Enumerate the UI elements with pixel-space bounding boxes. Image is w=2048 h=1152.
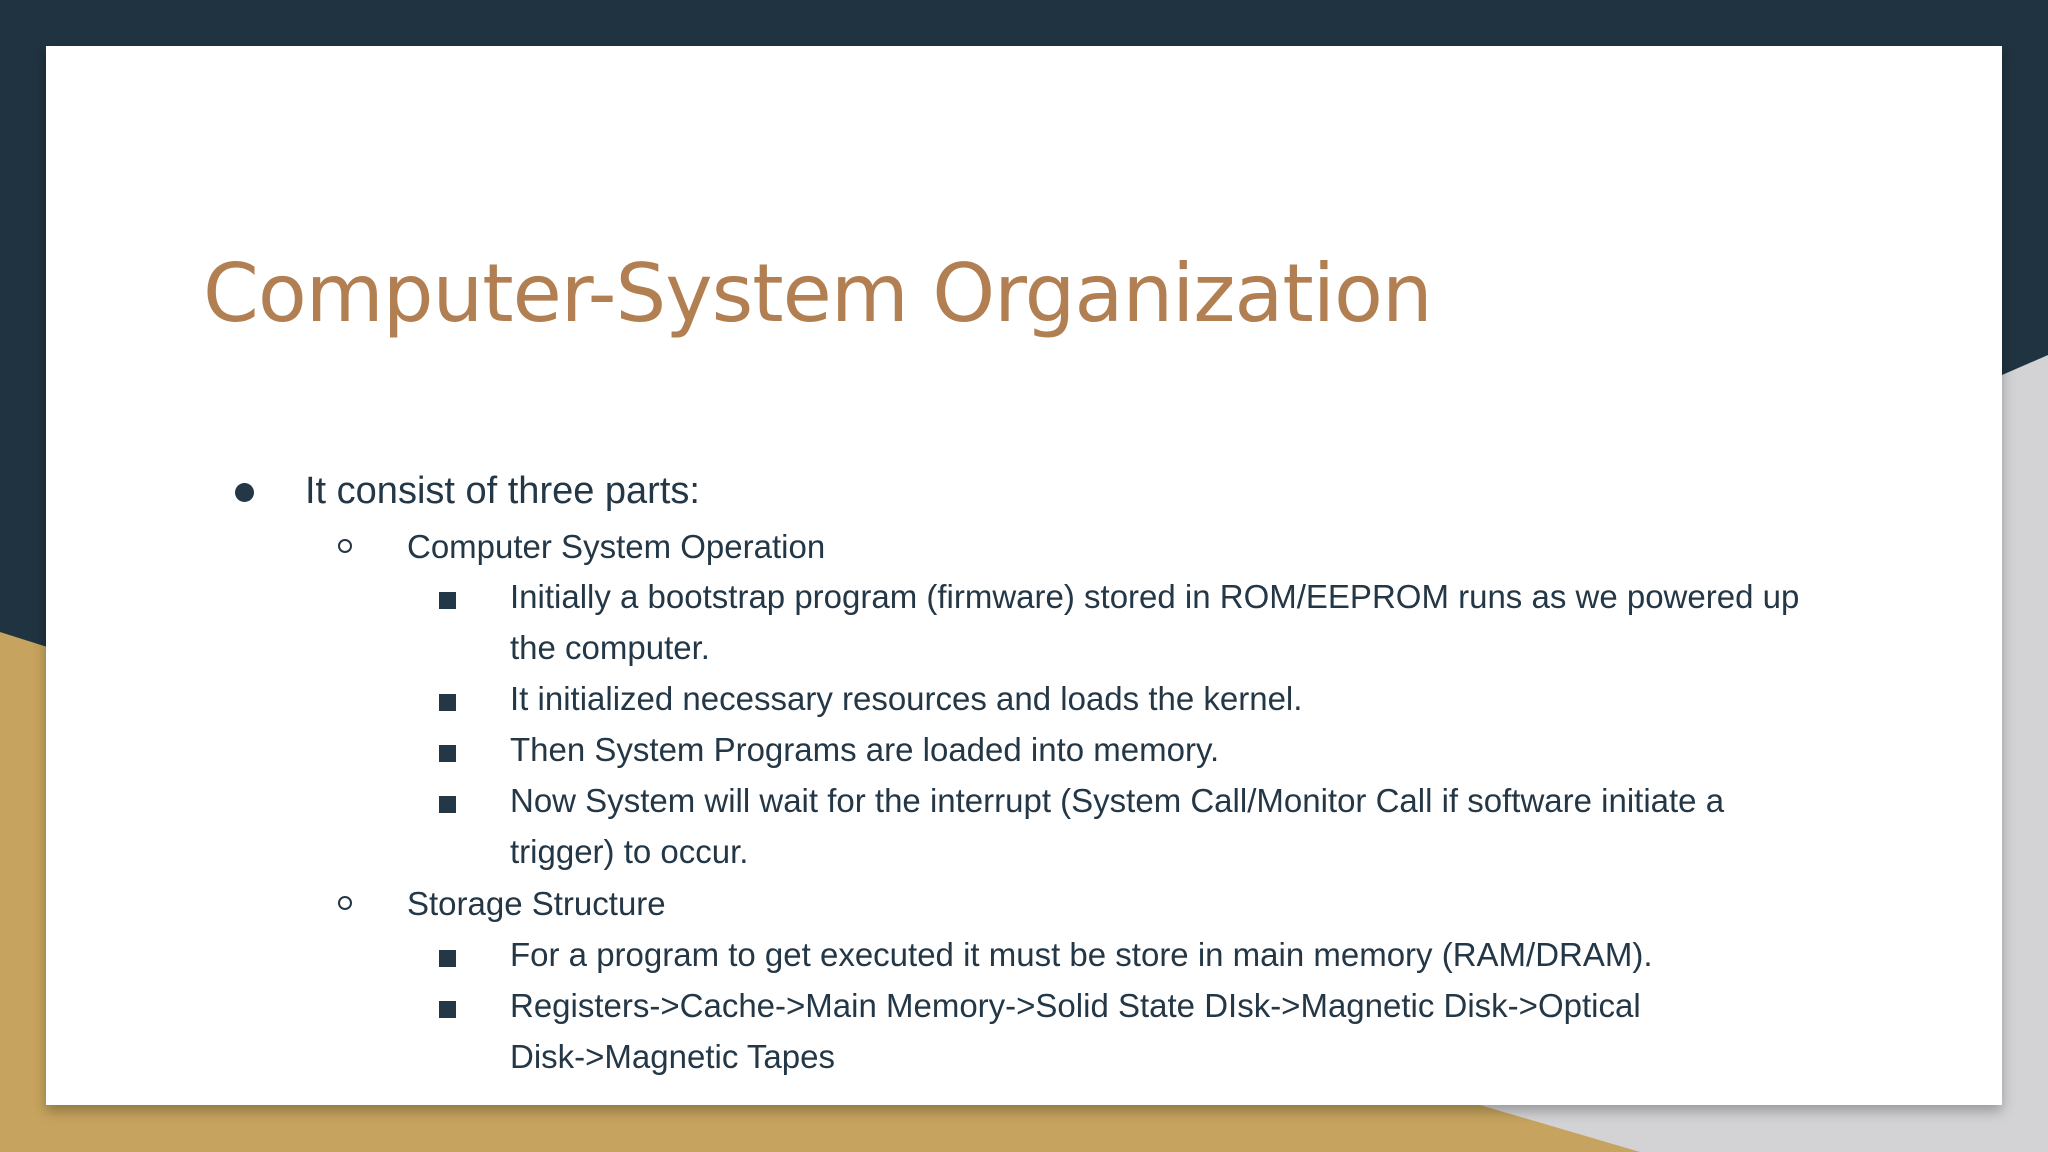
slide	[46, 46, 2002, 1105]
list-item-line: Now System will wait for the interrupt (System Call/Monitor Call if software initiate a	[510, 782, 1725, 819]
bullet-square-icon	[439, 950, 456, 967]
intro-bullet-text: It consist of three parts:	[305, 470, 700, 512]
slide-title: Computer-System Organization	[203, 247, 1432, 340]
list-item-line-continued: the computer.	[510, 629, 710, 666]
list-item-line: Registers->Cache->Main Memory->Solid State DIsk->Magnetic Disk->Optical	[510, 987, 1641, 1024]
section-heading-storage-structure: Storage Structure	[407, 885, 666, 922]
bullet-circle-icon	[338, 896, 352, 910]
list-item-line: Then System Programs are loaded into memory.	[510, 731, 1220, 768]
bullet-square-icon	[439, 796, 456, 813]
bullet-square-icon	[439, 694, 456, 711]
bullet-circle-icon	[338, 539, 352, 553]
section-heading-computer-system-operation: Computer System Operation	[407, 528, 826, 565]
bullet-square-icon	[439, 1001, 456, 1018]
list-item-line: Initially a bootstrap program (firmware) stored in ROM/EEPROM runs as we powered up	[510, 578, 1800, 615]
list-item-line: For a program to get executed it must be store in main memory (RAM/DRAM).	[510, 936, 1653, 973]
list-item-line: It initialized necessary resources and loads the kernel.	[510, 680, 1303, 717]
list-item-line-continued: trigger) to occur.	[510, 833, 749, 870]
bullet-square-icon	[439, 592, 456, 609]
list-item-line-continued: Disk->Magnetic Tapes	[510, 1038, 835, 1075]
bullet-dot-icon	[235, 483, 254, 502]
bullet-square-icon	[439, 745, 456, 762]
slide-content	[46, 46, 2002, 1105]
